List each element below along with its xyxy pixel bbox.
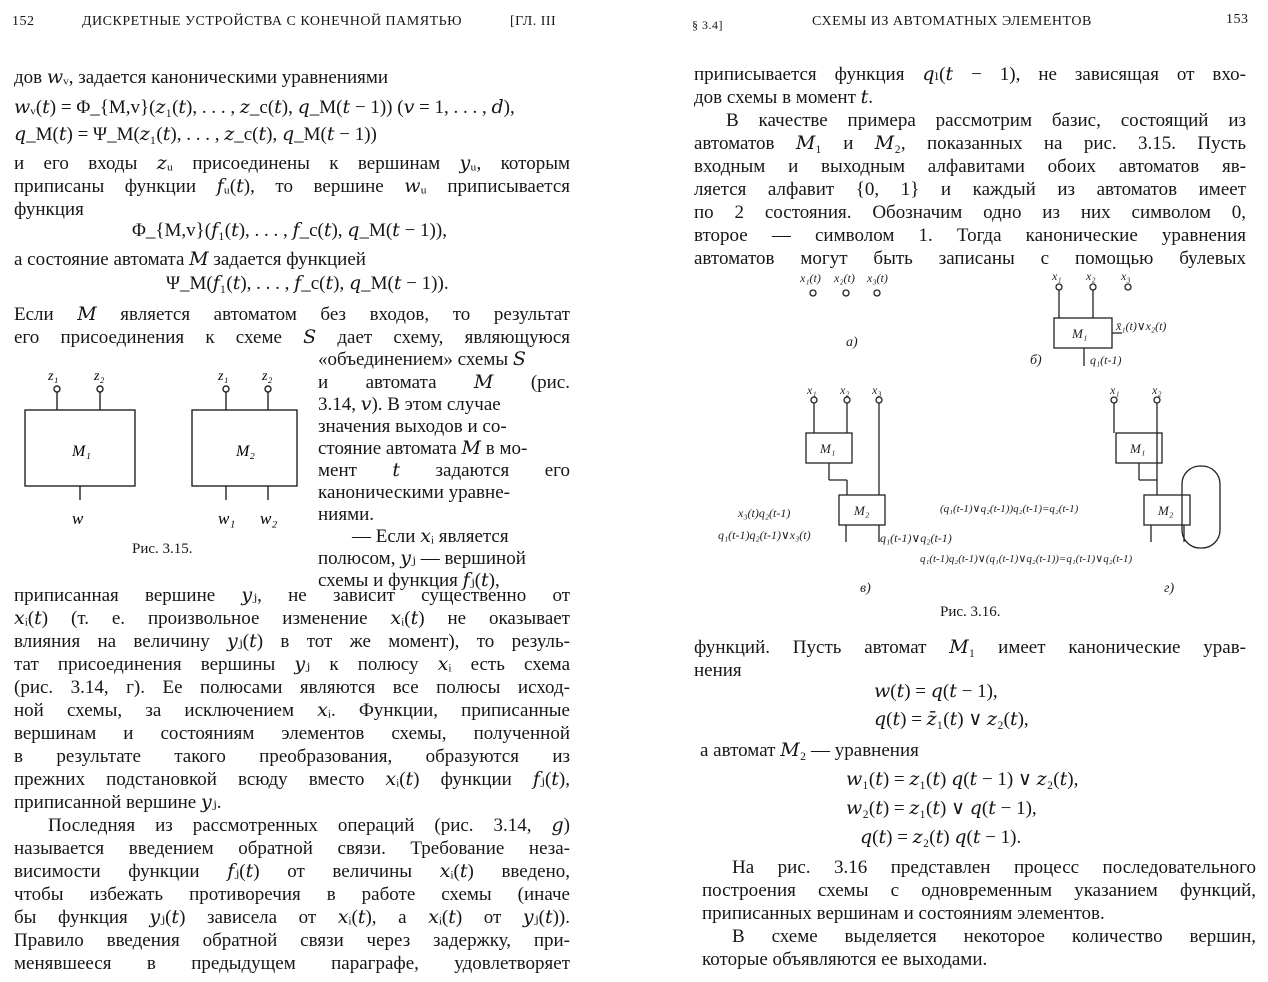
text-line: ной схемы, за исключением 𝑥ᵢ. Функции, приписанные [14, 700, 570, 721]
fig-d-input: x₁ [1110, 383, 1120, 397]
text-line: влияния на величину 𝑦ⱼ(𝑡) в тот же момент), то резуль- [14, 631, 570, 652]
fig-label-b: б) [1030, 353, 1042, 368]
fig-b-input: x₁ [1052, 269, 1062, 283]
text-line: функция [14, 199, 84, 220]
m1-output-label: w [72, 509, 84, 528]
text-line: второе — символом 1. Тогда канонические уравнения [694, 225, 1246, 246]
fig-b-state: q₁(t-1) [1090, 353, 1122, 367]
left-page-number: 152 [12, 14, 35, 29]
text-line: приписанных вершинам и состояниям элементов. [702, 903, 1105, 924]
text-line: Последняя из рассмотренных операций (рис. 3.14, 𝑔) [48, 815, 570, 836]
fig-d-top-func: (q₁(t-1)∨q₂(t-1))q₂(t-1)=q₂(t-1) [940, 503, 1079, 515]
text-line: построения схемы с одновременным указанием функций, [702, 880, 1256, 901]
fig-b-input: x₂ [1086, 269, 1096, 283]
text-line: ляется алфавит {0, 1} и каждый из автоматов имеет [694, 179, 1246, 200]
fig-label-d: г) [1164, 581, 1175, 596]
equation-line: 𝑞(𝑡) = 𝑧̄₁(𝑡) ∨ 𝑧₂(𝑡), [874, 709, 1029, 730]
text-line: автоматов могут быть записаны с помощью булевых [694, 248, 1246, 269]
text-line: в результате такого преобразования, образуются из [14, 746, 570, 767]
right-running-title: СХЕМЫ ИЗ АВТОМАТНЫХ ЭЛЕМЕНТОВ [812, 14, 1092, 29]
text-line: по 2 состояния. Обозначим одно из них символом 0, [694, 202, 1246, 223]
text-line: «объединением» схемы 𝑆 [318, 349, 526, 370]
right-page-number: 153 [1226, 12, 1249, 27]
text-line: приписывается функция 𝑞ₗ(𝑡 − 1), не зависящая от вхо- [694, 64, 1246, 85]
equation-line: 𝑤₁(𝑡) = 𝑧₁(𝑡) 𝑞(𝑡 − 1) ∨ 𝑧₂(𝑡), [846, 769, 1079, 790]
text-line: дов 𝑤ᵥ, задается каноническими уравнениями [14, 67, 389, 88]
equation-line: 𝑞(𝑡) = 𝑧₂(𝑡) 𝑞(𝑡 − 1). [860, 827, 1022, 848]
text-line: (рис. 3.14, г). Ее полюсами являются все полюсы исход- [14, 677, 570, 698]
fig-c-left-func: x₃(t)q₂(t-1) [738, 506, 791, 520]
text-line: нения [694, 660, 742, 681]
text-line: В схеме выделяется некоторое количество вершин, [732, 926, 1256, 947]
fig-a-input: x₁(t) [800, 271, 821, 285]
equation-line: 𝑤ᵥ(𝑡) = Φ_{M,v}(𝑧₁(𝑡), . . . , 𝑧_c(𝑡), 𝑞_M(𝑡 − 1)) (𝑣 = 1, . . . , 𝑑), [14, 97, 515, 118]
text-line: На рис. 3.16 представлен процесс последовательного [732, 857, 1256, 878]
equation-line: 𝑤₂(𝑡) = 𝑧₁(𝑡) ∨ 𝑞(𝑡 − 1), [846, 798, 1037, 819]
text-line: В качестве примера рассмотрим базис, состоящий из [726, 110, 1246, 131]
m2-output-label: w₂ [260, 509, 278, 528]
text-line: а автомат 𝑀₂ — уравнения [700, 740, 919, 761]
m2-input-label: z₁ [218, 369, 229, 384]
m2-input-label: z₂ [262, 369, 273, 384]
equation-line: Ψ_M(𝑓₁(𝑡), . . . , 𝑓_c(𝑡), 𝑞_M(𝑡 − 1)). [166, 273, 449, 294]
fig-c-bottom-left: q₁(t-1)q₂(t-1)∨x₃(t) [718, 528, 811, 542]
fig-a-input: x₂(t) [834, 271, 855, 285]
text-line: вершинам и состояниям элементов схемы, полученной [14, 723, 570, 744]
text-line: приписанная вершине 𝑦ⱼ, не зависит существенно от [14, 585, 570, 606]
fig-label-c: в) [860, 581, 871, 596]
m1-input-label: z₂ [94, 369, 105, 384]
fig-c-input: x₂ [840, 383, 850, 397]
equation-line: 𝑤(𝑡) = 𝑞(𝑡 − 1), [874, 681, 998, 702]
fig-d-bottom-func: q₁(t-1)q₂(t-1)∨(q₁(t-1)∨q₂(t-1))=q₁(t-1)∨q₂(t-1) [920, 553, 1133, 565]
right-page [634, 0, 1268, 982]
fig-b-m1: M₁ [1072, 326, 1088, 341]
left-running-title: ДИСКРЕТНЫЕ УСТРОЙСТВА С КОНЕЧНОЙ ПАМЯТЬЮ [82, 14, 463, 29]
fig-d-m2: M₂ [1158, 503, 1174, 518]
text-line: тат присоединения вершины 𝑦ⱼ к полюсу 𝑥ᵢ есть схема [14, 654, 570, 675]
text-line: называется введением обратной связи. Требование неза- [14, 838, 570, 859]
equation-line: Φ_{M,v}(𝑓₁(𝑡), . . . , 𝑓_c(𝑡), 𝑞_M(𝑡 − 1)), [132, 220, 447, 241]
text-line: функций. Пусть автомат 𝑀₁ имеет канонические урав- [694, 637, 1246, 658]
fig-c-input: x₁ [807, 383, 817, 397]
fig-c-bottom-right: q₁(t-1)∨q₂(t-1) [880, 531, 952, 545]
equation-line: 𝑞_M(𝑡) = Ψ_M(𝑧₁(𝑡), . . . , 𝑧_c(𝑡), 𝑞_M(𝑡 − 1)) [14, 124, 377, 145]
text-line: приписанной вершине 𝑦ⱼ. [14, 792, 222, 813]
text-line: автоматов 𝑀₁ и 𝑀₂, показанных на рис. 3.15. Пусть [694, 133, 1246, 154]
fig-c-m1: M₁ [820, 441, 836, 456]
figure-caption: Рис. 3.16. [940, 604, 1001, 620]
text-line: стояние автомата 𝑀 в мо- [318, 438, 528, 459]
text-line: дов схемы в момент 𝑡. [694, 87, 874, 108]
fig-d-input: x₂ [1152, 383, 1162, 397]
text-line: которые объявляются ее выходами. [702, 949, 988, 970]
right-section-label: § 3.4] [692, 18, 723, 32]
text-line: и его входы 𝑧ᵤ присоединены к вершинам 𝑦ᵤ, которым [14, 153, 570, 174]
text-line: прежних подстановкой всюду вместо 𝑥ᵢ(𝑡) функции 𝑓ⱼ(𝑡), [14, 769, 570, 790]
text-line: 3.14, 𝑣). В этом случае [318, 394, 501, 415]
text-line: приписаны функции 𝑓ᵤ(𝑡), то вершине 𝑤ᵤ приписывается [14, 176, 570, 197]
text-line: его присоединения к схеме 𝑆 дает схему, являющуюся [14, 327, 570, 348]
text-line: бы функция 𝑦ⱼ(𝑡) зависела от 𝑥ᵢ(𝑡), а 𝑥ᵢ(𝑡) от 𝑦ⱼ(𝑡)). [14, 907, 570, 928]
text-line: менявшееся в предыдущем параграфе, удовлетворяет [14, 953, 570, 974]
text-line: и автомата 𝑀 (рис. [318, 372, 570, 393]
text-line: 𝑥ᵢ(𝑡) (т. е. произвольное изменение 𝑥ᵢ(𝑡) не оказывает [14, 608, 570, 629]
fig-d-m1: M₁ [1130, 441, 1146, 456]
m1-label: M₁ [72, 443, 91, 460]
text-line: схемы и функция 𝑓ⱼ(𝑡), [318, 570, 500, 591]
text-line: мент 𝑡 задаются его [318, 460, 570, 481]
m1-input-label: z₁ [48, 369, 59, 384]
fig-b-out-func: x̄₁(t)∨x₂(t) [1116, 319, 1167, 333]
fig-b-input: x₃ [1121, 269, 1131, 283]
text-line: а состояние автомата 𝑀 задается функцией [14, 249, 366, 270]
text-line: входным и выходным алфавитами обоих автоматов яв- [694, 156, 1246, 177]
m2-output-label: w₁ [218, 509, 236, 528]
fig-a-input: x₃(t) [867, 271, 888, 285]
text-line: значения выходов и со- [318, 416, 507, 437]
m2-label: M₂ [236, 443, 255, 460]
fig-c-m2: M₂ [854, 503, 870, 518]
text-line: чтобы избежать противоречия в работе схемы (иначе [14, 884, 570, 905]
text-line: каноническими уравне- [318, 482, 510, 503]
left-chapter-label: [ГЛ. III [510, 14, 557, 29]
figure-caption: Рис. 3.15. [132, 541, 193, 557]
text-line: — Если 𝑥ᵢ является [352, 526, 509, 547]
text-line: Правило введения обратной связи через задержку, при- [14, 930, 570, 951]
fig-label-a: а) [846, 335, 858, 350]
text-line: висимости функции 𝑓ⱼ(𝑡) от величины 𝑥ᵢ(𝑡) введено, [14, 861, 570, 882]
text-line: полюсом, 𝑦ⱼ — вершиной [318, 548, 526, 569]
text-line: Если 𝑀 является автоматом без входов, то результат [14, 304, 570, 325]
text-line: ниями. [318, 504, 375, 525]
fig-c-input: x₃ [872, 383, 882, 397]
